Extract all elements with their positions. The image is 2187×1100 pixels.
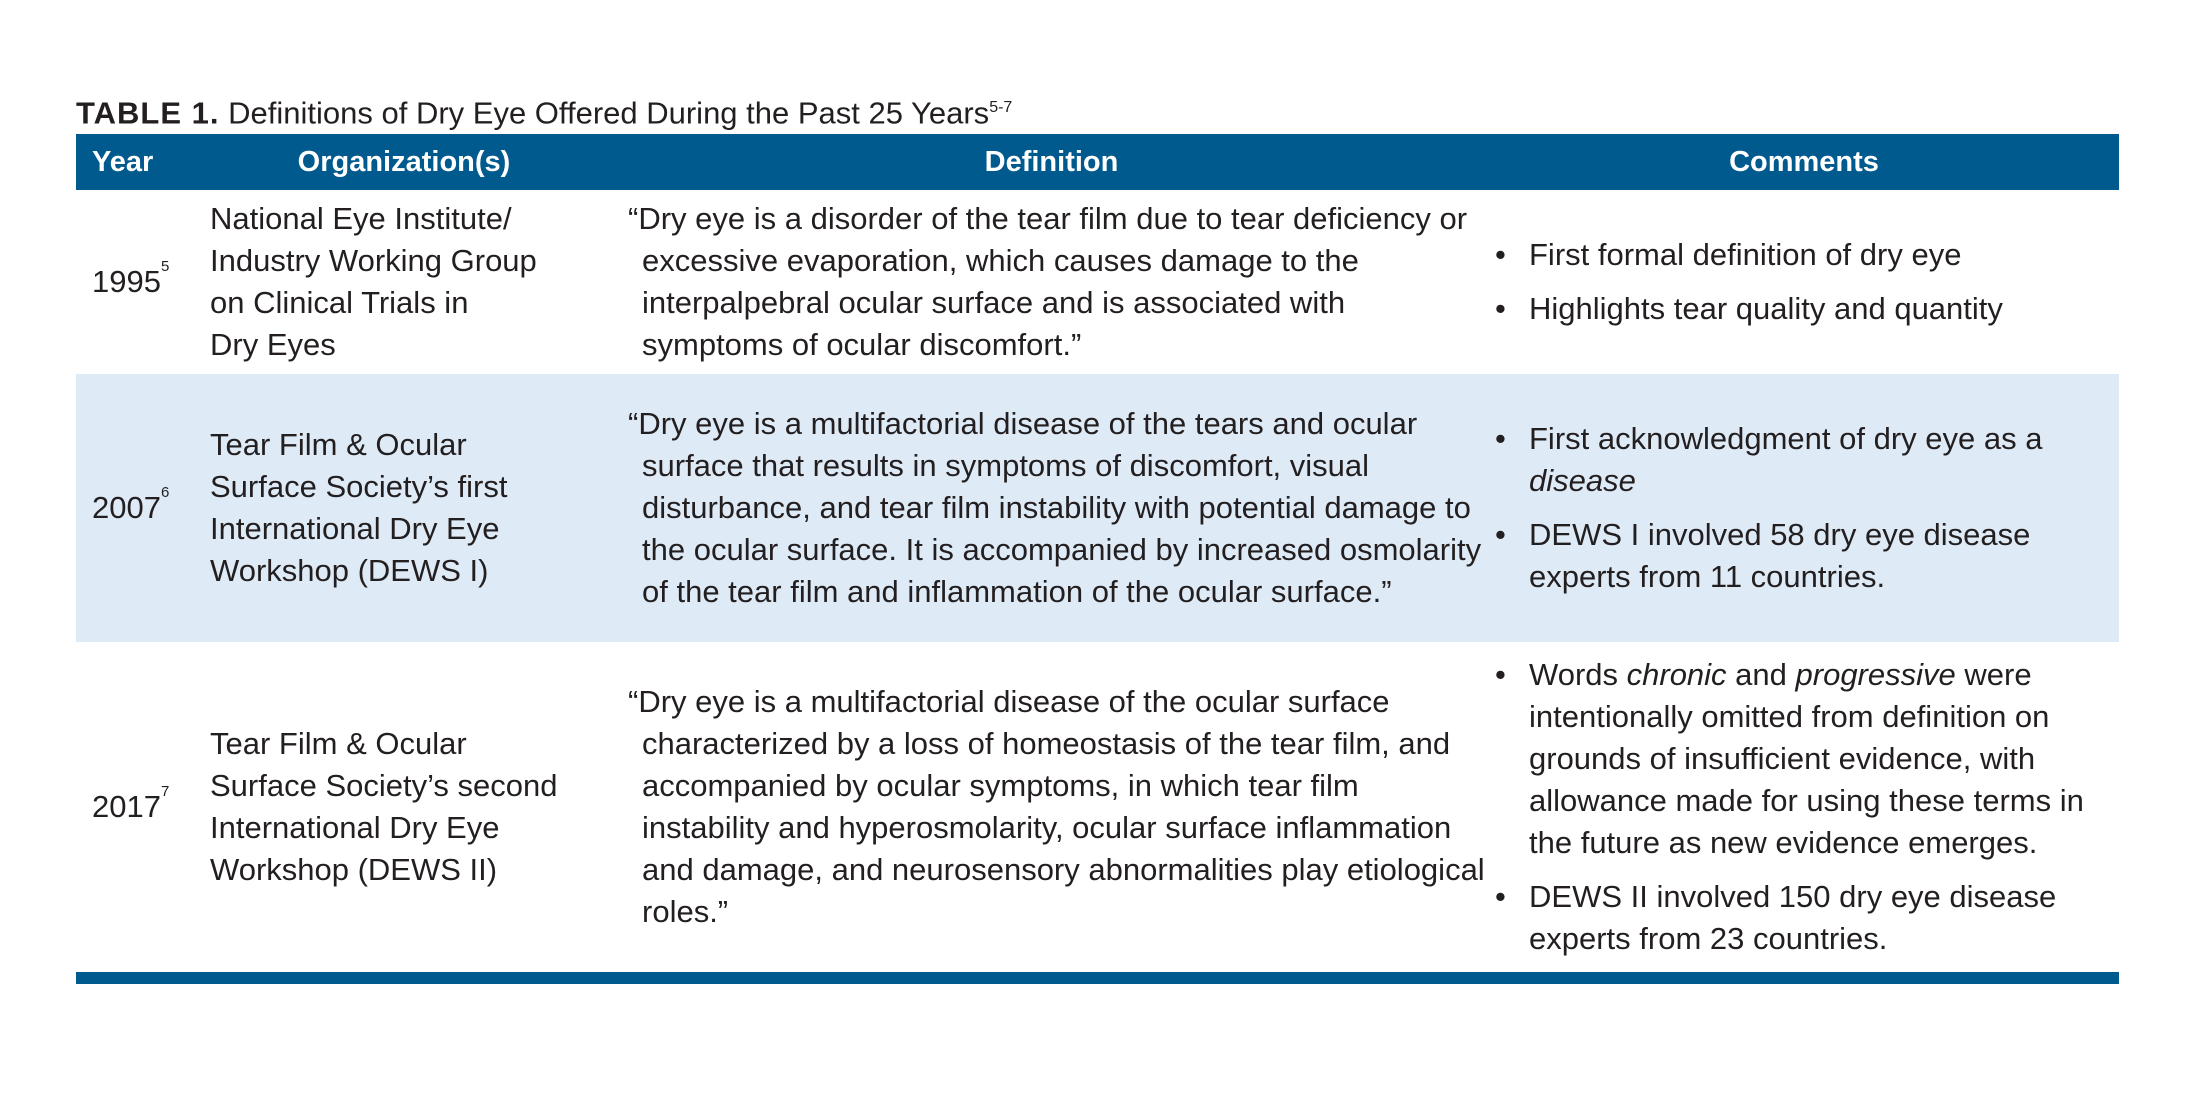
table-caption xyxy=(76,88,2119,131)
year-reference: 5 xyxy=(160,258,170,275)
table-row xyxy=(76,642,2119,972)
bullet-icon: • xyxy=(1495,517,1506,552)
year-value: 1995 xyxy=(92,264,161,299)
organization-line: Surface Society’s second xyxy=(210,768,558,803)
comment-text: progressive xyxy=(1795,657,1956,692)
comment-text: First formal definition of dry eye xyxy=(1529,237,1962,272)
comment-text: DEWS I involved 58 dry eye disease experts from 11 countries. xyxy=(1529,517,2031,594)
comments-cell xyxy=(1489,374,2119,642)
definition-cell xyxy=(614,374,1489,642)
comment-text: Words xyxy=(1529,657,1627,692)
comment-item xyxy=(1489,514,2119,598)
organization-line: Tear Film & Ocular xyxy=(210,427,467,462)
year-value: 2017 xyxy=(92,789,161,824)
header-organization: Organization(s) xyxy=(194,134,614,190)
organization-cell xyxy=(194,374,614,642)
comment-text: First acknowledgment of dry eye as a xyxy=(1529,421,2043,456)
comments-cell xyxy=(1489,642,2119,972)
comment-text: were intentionally omitted from definition on grounds of insufficient evidence, with allowance made for using these terms in the future as new evidence emerges. xyxy=(1529,657,2084,860)
comment-item xyxy=(1489,654,2119,864)
caption-label: TABLE 1. xyxy=(76,95,220,131)
year-cell xyxy=(76,374,194,642)
comments-list xyxy=(1489,654,2119,960)
definition-text: “Dry eye is a multifactorial disease of the tears and ocular surface that results in symptoms of discomfort, visual disturbance, and tear film instability with potential damage to the ocular surface. It is accompanied by increased osmolarity of the tear film and inflammation of the ocular surface.” xyxy=(628,406,1482,609)
organization-cell xyxy=(194,642,614,972)
comment-text: DEWS II involved 150 dry eye disease experts from 23 countries. xyxy=(1529,879,2057,956)
comments-cell xyxy=(1489,190,2119,374)
organization-line: International Dry Eye xyxy=(210,511,500,546)
bullet-icon: • xyxy=(1495,291,1506,326)
comments-list xyxy=(1489,234,2119,330)
organization-cell xyxy=(194,190,614,374)
organization-line: National Eye Institute/ xyxy=(210,201,512,236)
year-cell xyxy=(76,190,194,374)
organization-line: Workshop (DEWS I) xyxy=(210,553,489,588)
header-row xyxy=(76,134,2119,190)
organization-line: Workshop (DEWS II) xyxy=(210,852,498,887)
definition-text: “Dry eye is a multifactorial disease of the ocular surface characterized by a loss of homeostasis of the tear film, and accompanied by ocular symptoms, in which tear film instability and hyperosmolarity, ocular surface inflammation and damage, and neurosensory abnormalities play etiological roles.” xyxy=(628,684,1485,929)
comment-item xyxy=(1489,418,2119,502)
year-cell xyxy=(76,642,194,972)
caption-text: Definitions of Dry Eye Offered During the Past 25 Years xyxy=(228,95,990,131)
comment-text: disease xyxy=(1529,463,1636,498)
definition-cell xyxy=(614,190,1489,374)
header-comments: Comments xyxy=(1489,134,2119,190)
bullet-icon: • xyxy=(1495,657,1506,692)
definition-cell xyxy=(614,642,1489,972)
year-reference: 7 xyxy=(160,783,170,800)
organization-line: Dry Eyes xyxy=(210,327,336,362)
header-year: Year xyxy=(76,134,194,190)
year-reference: 6 xyxy=(160,484,170,501)
organization-line: Industry Working Group xyxy=(210,243,537,278)
bullet-icon: • xyxy=(1495,237,1506,272)
year-value: 2007 xyxy=(92,490,161,525)
caption-refs: 5-7 xyxy=(989,99,1013,116)
bottom-rule xyxy=(76,972,2119,984)
organization-line: Tear Film & Ocular xyxy=(210,726,467,761)
table-row xyxy=(76,190,2119,374)
comment-item xyxy=(1489,288,2119,330)
definitions-table xyxy=(76,134,2119,972)
comment-text: and xyxy=(1726,657,1796,692)
table-body xyxy=(76,190,2119,972)
comment-item xyxy=(1489,234,2119,276)
definition-text: “Dry eye is a disorder of the tear film due to tear deficiency or excessive evaporation, which causes damage to the interpalpebral ocular surface and is associated with symptoms of ocular discomfort.” xyxy=(628,201,1468,362)
bullet-icon: • xyxy=(1495,421,1506,456)
organization-line: on Clinical Trials in xyxy=(210,285,469,320)
comment-text: Highlights tear quality and quantity xyxy=(1529,291,2003,326)
table-figure xyxy=(76,88,2119,984)
comments-list xyxy=(1489,418,2119,598)
organization-line: International Dry Eye xyxy=(210,810,500,845)
comment-text: chronic xyxy=(1626,657,1727,692)
header-definition: Definition xyxy=(614,134,1489,190)
organization-line: Surface Society’s first xyxy=(210,469,508,504)
bullet-icon: • xyxy=(1495,879,1506,914)
comment-item xyxy=(1489,876,2119,960)
table-row xyxy=(76,374,2119,642)
